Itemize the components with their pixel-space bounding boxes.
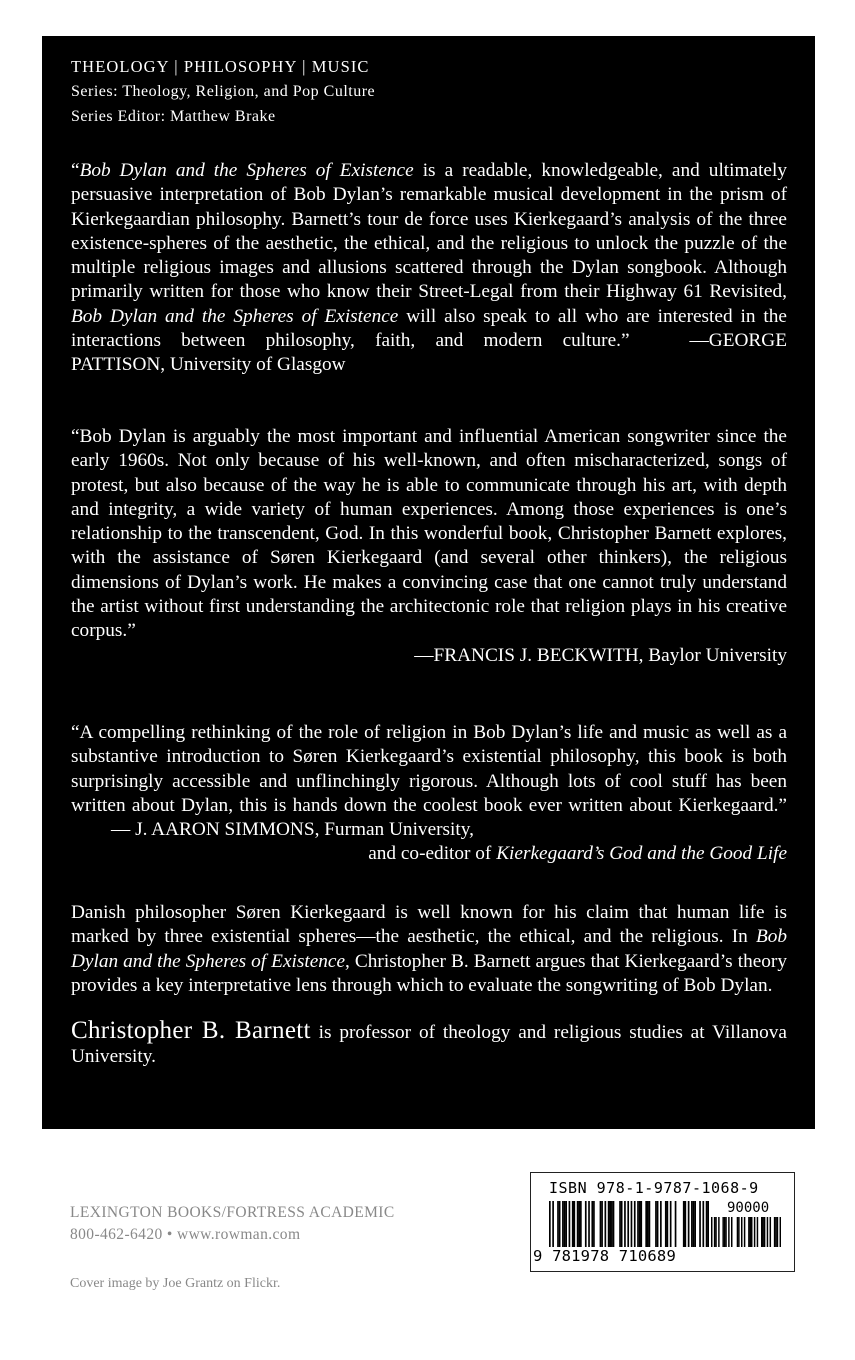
endorsement-attribution: — J. AARON SIMMONS, Furman University,: [111, 819, 474, 841]
barcode-bar: [631, 1201, 633, 1247]
barcode-bar: [665, 1201, 667, 1247]
barcode-bar: [660, 1201, 662, 1247]
isbn-label: ISBN 978-1-9787-1068-9: [549, 1179, 759, 1197]
barcode-bar: [557, 1201, 559, 1247]
barcode-bar: [585, 1201, 587, 1247]
endorsement-text: is a readable, knowledgeable, and ultimately persuasive interpretation of Bob Dylan’s remarkable musical development in the prism of Kierkegaardian philosophy. Barnett’s tour de force uses Kierkegaard’s analysis of the three existence-spheres of the aesthetic, the ethical, and the religious to unlock the puzzle of the multiple religious images and allusions scattered through the Dylan songbook. Although primarily written for those who know their Street-Legal from their Highway 61 Revisited,: [71, 160, 787, 303]
barcode-bar: [640, 1201, 642, 1247]
barcode-bar: [588, 1201, 590, 1247]
endorsement-simmons: [71, 721, 787, 867]
barcode-bar: [655, 1201, 657, 1247]
series-editor: Series Editor: Matthew Brake: [71, 108, 276, 125]
barcode-bar: [647, 1201, 649, 1247]
book-title: Bob Dylan and the Spheres of Existence: [71, 305, 399, 327]
publisher-info: [70, 1202, 395, 1246]
cited-book-title: Kierkegaard’s God and the Good Life: [496, 843, 787, 865]
barcode-bar: [731, 1217, 732, 1247]
barcode-bar: [706, 1201, 708, 1247]
endorsement-attribution: —GEORGE PATTISON, University of Glasgow: [71, 330, 787, 376]
barcode-bar: [572, 1201, 574, 1247]
endorsement-beckwith: [71, 425, 787, 668]
book-description: [71, 901, 787, 998]
barcode-bar: [767, 1217, 768, 1247]
barcode-bar: [702, 1201, 704, 1247]
barcode-bar: [780, 1217, 781, 1247]
barcode-bar: [562, 1201, 564, 1247]
barcode-bar: [699, 1201, 701, 1247]
barcode-bar: [691, 1201, 693, 1247]
barcode-bar: [559, 1201, 561, 1247]
barcode-bar: [670, 1201, 672, 1247]
barcode-bar: [751, 1217, 752, 1247]
barcode-bar: [714, 1217, 715, 1247]
barcode-bar: [722, 1217, 723, 1247]
barcode-bar: [741, 1217, 742, 1247]
barcode-bar: [611, 1201, 613, 1247]
endorsement-text: will also speak to all who are interested in the interactions between philosophy, faith, and modern culture.”: [71, 305, 787, 352]
endorsement-text: “Bob Dylan is arguably the most important and influential American songwriter since the early 1960s. Not only because of his well-known, and often mischaracterized, songs of protest, but also because of the way he is able to communicate through his art, with depth and integrity, a wide variety of human experiences. Among those experiences is one’s relationship to the transcendent, God. In this wonderful book, Christopher Barnett explores, with the assistance of Søren Kierkegaard (and several other thinkers), the religious dimensions of Dylan’s work. He makes a convincing case that one cannot truly understand the artist without first understanding the architectonic role that religion plays in his creative corpus.”: [71, 426, 787, 642]
endorsement-text: “A compelling rethinking of the role of religion in Bob Dylan’s life and music as well as a substantive introduction to Søren Kierkegaard’s existential philosophy, this book is both surprisingly accessible and unflinchingly rigorous. Although lots of cool stuff has been written about Dylan, this is hands down the coolest book ever written about Kierkegaard.”: [71, 722, 787, 816]
series-name: Series: Theology, Religion, and Pop Culture: [71, 83, 376, 100]
barcode-bar: [748, 1217, 749, 1247]
barcode-bar: [764, 1217, 765, 1247]
barcode-digits: 9 781978 710689: [533, 1247, 676, 1265]
barcode-bar: [694, 1201, 696, 1247]
barcode-bar: [750, 1217, 751, 1247]
description-text: Danish philosopher Søren Kierkegaard is well known for his claim that human life is marked by three existential spheres—the aesthetic, the ethical, and the religious. In: [71, 902, 787, 948]
barcode-bar: [754, 1217, 755, 1247]
barcode-bar: [683, 1201, 685, 1247]
barcode-bar: [609, 1201, 611, 1247]
author-name: Christopher B. Barnett: [71, 1017, 311, 1044]
barcode-bar: [569, 1201, 571, 1247]
barcode-bar: [724, 1217, 725, 1247]
subject-categories: THEOLOGY | PHILOSOPHY | MUSIC: [71, 57, 370, 76]
barcode-bar: [744, 1217, 745, 1247]
back-cover-panel: [42, 36, 815, 1129]
barcode-bar: [564, 1201, 566, 1247]
barcode-bars-main: [549, 1201, 709, 1247]
barcode-bar: [608, 1201, 610, 1247]
barcode-bar: [613, 1201, 615, 1247]
barcode-bar: [688, 1201, 690, 1247]
book-title: Bob Dylan and the Spheres of Existence: [71, 926, 787, 972]
endorsement-pattison: [71, 159, 787, 378]
barcode-bar: [774, 1217, 775, 1247]
barcode-bar: [627, 1201, 629, 1247]
barcode-bar: [718, 1217, 719, 1247]
barcode-bar: [565, 1201, 567, 1247]
description-text: , Christopher B. Barnett argues that Kierkegaard’s theory provides a key interpretative lens through which to evaluate the songwriting of Bob Dylan.: [71, 950, 787, 996]
open-quote: “: [71, 160, 80, 181]
publisher-name: LEXINGTON BOOKS/FORTRESS ACADEMIC: [70, 1204, 395, 1221]
price-addon-label: 90000: [727, 1200, 770, 1216]
barcode-bar: [577, 1201, 579, 1247]
endorsement-attribution: —FRANCIS J. BECKWITH, Baylor University: [414, 644, 787, 666]
barcode-bar: [634, 1201, 636, 1247]
series-header: [71, 54, 375, 129]
barcode-bar: [600, 1201, 602, 1247]
barcode-bar: [728, 1217, 729, 1247]
barcode-bars-addon: [711, 1217, 781, 1247]
publisher-contact: 800-462-6420 • www.rowman.com: [70, 1226, 301, 1243]
barcode-bar: [657, 1201, 659, 1247]
cover-image-credit: Cover image by Joe Grantz on Flickr.: [70, 1276, 281, 1291]
barcode-bar: [621, 1201, 623, 1247]
barcode-bar: [762, 1217, 763, 1247]
barcode-bar: [624, 1201, 626, 1247]
barcode-bar: [685, 1201, 687, 1247]
barcode-bar: [580, 1201, 582, 1247]
isbn-barcode: [530, 1172, 795, 1272]
barcode-bar: [715, 1217, 716, 1247]
barcode-bar: [725, 1217, 726, 1247]
author-bio: [71, 1019, 787, 1070]
barcode-bar: [649, 1201, 651, 1247]
attribution-prefix: and co-editor of: [368, 843, 497, 865]
barcode-bar: [578, 1201, 580, 1247]
barcode-bar: [605, 1201, 607, 1247]
barcode-bar: [675, 1201, 677, 1247]
barcode-bar: [738, 1217, 739, 1247]
barcode-bar: [549, 1201, 551, 1247]
endorsement-attribution-line2: [71, 842, 787, 866]
barcode-bar: [775, 1217, 776, 1247]
barcode-bar: [601, 1201, 603, 1247]
barcode-bar: [777, 1217, 778, 1247]
barcode-bar: [637, 1201, 639, 1247]
barcode-bar: [707, 1201, 709, 1247]
barcode-bar: [667, 1201, 669, 1247]
barcode-bar: [737, 1217, 738, 1247]
barcode-bar: [619, 1201, 621, 1247]
barcode-bar: [645, 1201, 647, 1247]
barcode-bar: [770, 1217, 771, 1247]
barcode-bar: [693, 1201, 695, 1247]
bio-text: is professor of theology and religious studies at Villanova University.: [71, 1022, 787, 1068]
barcode-bar: [552, 1201, 554, 1247]
barcode-bar: [761, 1217, 762, 1247]
barcode-bar: [593, 1201, 595, 1247]
barcode-bar: [573, 1201, 575, 1247]
barcode-bar: [591, 1201, 593, 1247]
book-title: Bob Dylan and the Spheres of Existence: [79, 160, 414, 181]
barcode-bar: [757, 1217, 758, 1247]
barcode-bar: [711, 1217, 712, 1247]
barcode-bar: [639, 1201, 641, 1247]
